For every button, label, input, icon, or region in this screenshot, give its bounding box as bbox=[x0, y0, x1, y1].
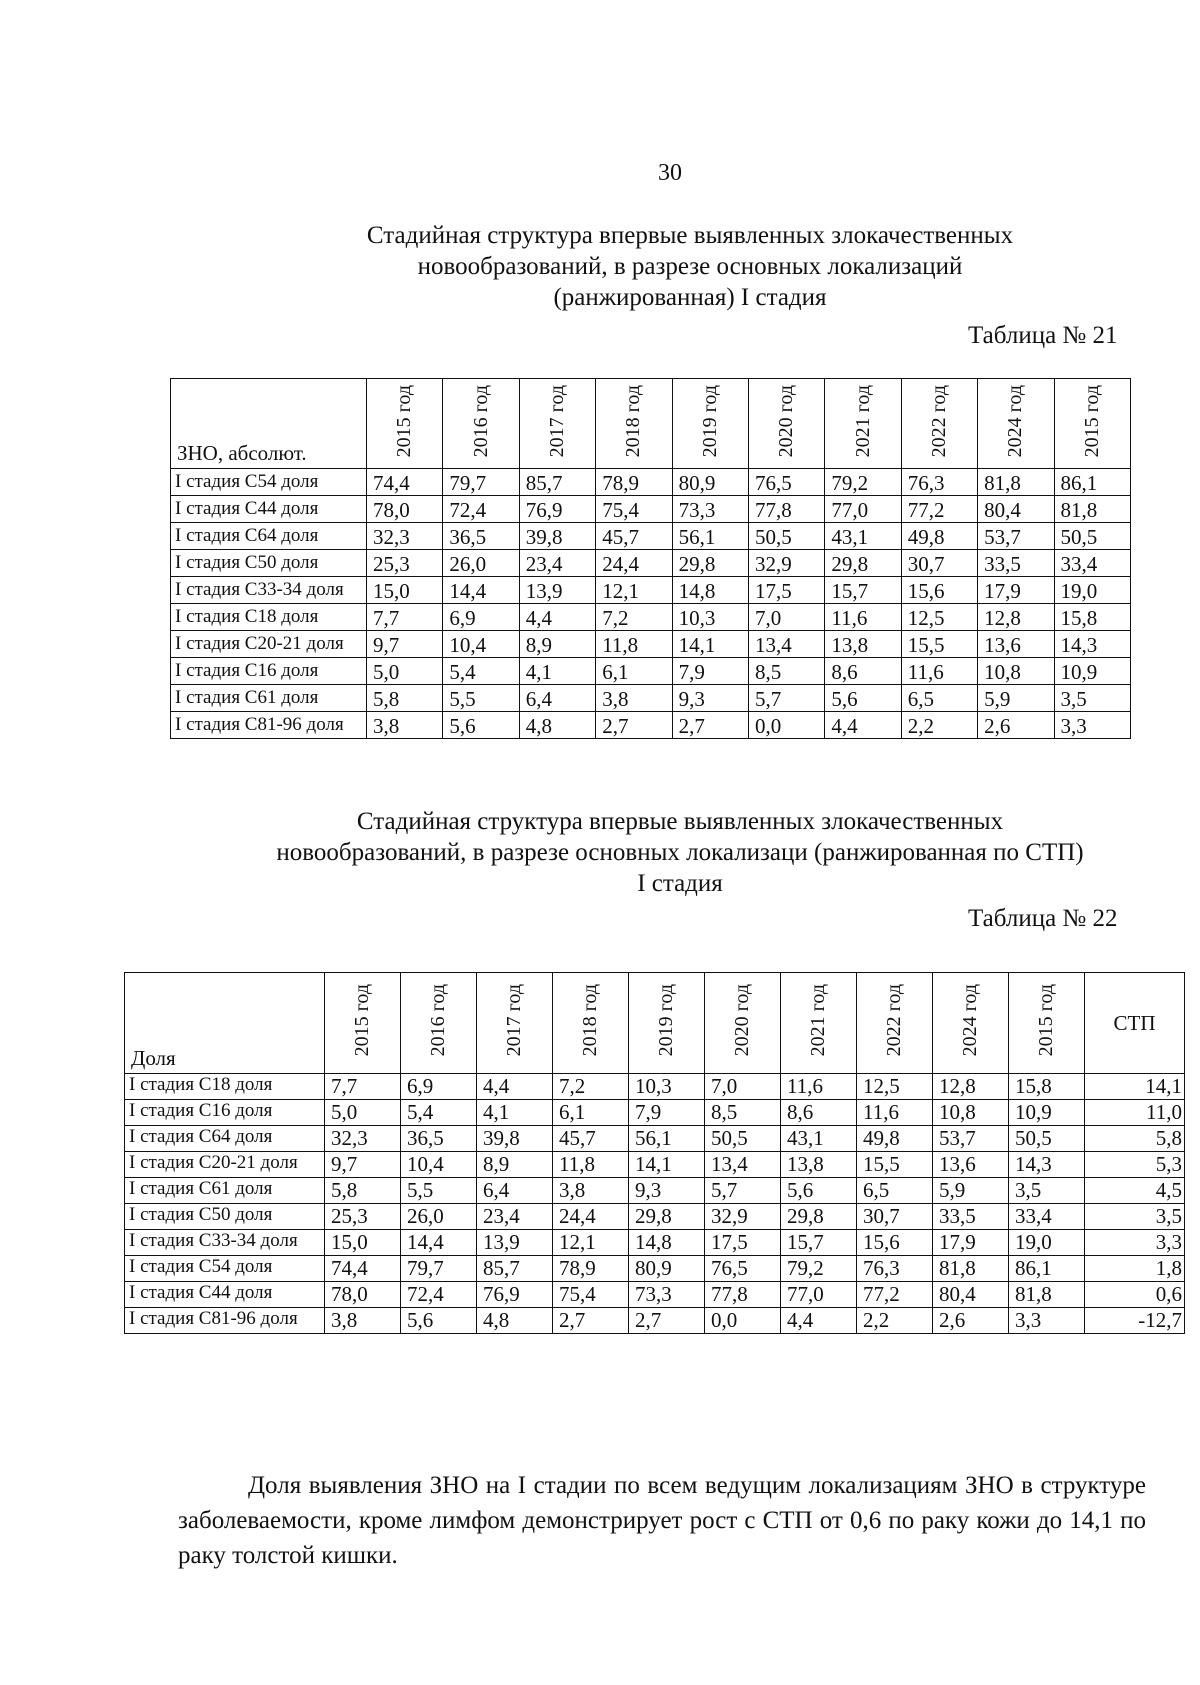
table-cell: 6,4 bbox=[519, 685, 595, 712]
table-cell: 76,5 bbox=[705, 1256, 781, 1282]
table-cell: 13,4 bbox=[748, 631, 824, 658]
table-cell: 5,6 bbox=[443, 712, 519, 739]
table-cell: 15,0 bbox=[367, 577, 443, 604]
table-cell: 10,8 bbox=[978, 658, 1054, 685]
table-cell: 33,4 bbox=[1009, 1204, 1085, 1230]
table22-title-line: I стадия bbox=[637, 870, 723, 897]
table-row bbox=[171, 685, 1131, 712]
row-label: I стадия С50 доля bbox=[125, 1204, 325, 1230]
table-cell: 19,0 bbox=[1009, 1230, 1085, 1256]
table-cell: 14,3 bbox=[1054, 631, 1130, 658]
table-row bbox=[171, 496, 1131, 523]
table-row bbox=[171, 658, 1131, 685]
table21-year-header: 2015 год bbox=[367, 379, 443, 469]
table-cell: 72,4 bbox=[401, 1282, 477, 1308]
table-cell: 49,8 bbox=[857, 1126, 933, 1152]
table-row bbox=[125, 1178, 1185, 1204]
table-cell: 15,7 bbox=[825, 577, 901, 604]
table22-year-header: 2021 год bbox=[781, 973, 857, 1074]
table21-year-header: 2016 год bbox=[443, 379, 519, 469]
table-cell: 13,9 bbox=[519, 577, 595, 604]
table-cell: 6,5 bbox=[901, 685, 977, 712]
table-cell: 76,3 bbox=[857, 1256, 933, 1282]
table-cell: 85,7 bbox=[477, 1256, 553, 1282]
table21-title bbox=[330, 220, 1050, 313]
table-cell: 50,5 bbox=[1009, 1126, 1085, 1152]
table-cell: 24,4 bbox=[553, 1204, 629, 1230]
table-cell: 5,5 bbox=[443, 685, 519, 712]
table-cell: 9,7 bbox=[325, 1152, 401, 1178]
table21-title-line: Стадийная структура впервые выявленных злокачественных bbox=[366, 222, 1014, 249]
table-cell: 15,6 bbox=[857, 1230, 933, 1256]
row-label: I стадия С54 доля bbox=[125, 1256, 325, 1282]
table-cell: 12,5 bbox=[901, 604, 977, 631]
row-label: I стадия С61 доля bbox=[171, 685, 367, 712]
table-cell: 74,4 bbox=[325, 1256, 401, 1282]
stp-cell: 3,3 bbox=[1085, 1230, 1185, 1256]
row-label: I стадия С20-21 доля bbox=[171, 631, 367, 658]
table-cell: 39,8 bbox=[477, 1126, 553, 1152]
table-cell: 36,5 bbox=[443, 523, 519, 550]
table-cell: 33,5 bbox=[978, 550, 1054, 577]
table-cell: 0,0 bbox=[748, 712, 824, 739]
table-cell: 2,7 bbox=[596, 712, 672, 739]
table-cell: 5,8 bbox=[325, 1178, 401, 1204]
stp-cell: 4,5 bbox=[1085, 1178, 1185, 1204]
table-cell: 3,8 bbox=[553, 1178, 629, 1204]
table-cell: 12,1 bbox=[596, 577, 672, 604]
table21-year-header: 2022 год bbox=[901, 379, 977, 469]
table-cell: 78,9 bbox=[596, 469, 672, 496]
table-cell: 79,7 bbox=[401, 1256, 477, 1282]
table-cell: 43,1 bbox=[781, 1126, 857, 1152]
stp-cell: -12,7 bbox=[1085, 1308, 1185, 1334]
summary-paragraph bbox=[178, 1468, 1146, 1573]
table-cell: 50,5 bbox=[1054, 523, 1130, 550]
table21-year-header: 2019 год bbox=[672, 379, 748, 469]
table-cell: 11,6 bbox=[857, 1100, 933, 1126]
table-cell: 12,5 bbox=[857, 1074, 933, 1100]
row-label: I стадия С18 доля bbox=[171, 604, 367, 631]
table-cell: 36,5 bbox=[401, 1126, 477, 1152]
table-cell: 32,3 bbox=[325, 1126, 401, 1152]
table-cell: 49,8 bbox=[901, 523, 977, 550]
table-cell: 81,8 bbox=[978, 469, 1054, 496]
table-cell: 85,7 bbox=[519, 469, 595, 496]
table-cell: 17,9 bbox=[978, 577, 1054, 604]
table-cell: 5,0 bbox=[367, 658, 443, 685]
table-cell: 0,0 bbox=[705, 1308, 781, 1334]
row-label: I стадия С33-34 доля bbox=[125, 1230, 325, 1256]
table22-year-header: 2015 год bbox=[1009, 973, 1085, 1074]
table-cell: 4,4 bbox=[477, 1074, 553, 1100]
table-cell: 4,1 bbox=[477, 1100, 553, 1126]
table-cell: 5,0 bbox=[325, 1100, 401, 1126]
row-label: I стадия С44 доля bbox=[125, 1282, 325, 1308]
table-cell: 14,8 bbox=[672, 577, 748, 604]
table-cell: 7,7 bbox=[367, 604, 443, 631]
table22-number: Таблица № 22 bbox=[968, 905, 1118, 932]
row-label: I стадия С20-21 доля bbox=[125, 1152, 325, 1178]
table-cell: 6,4 bbox=[477, 1178, 553, 1204]
table22-title-line: новообразований, в разрезе основных локализаци (ранжированная по СТП) bbox=[276, 839, 1084, 866]
stp-cell: 5,8 bbox=[1085, 1126, 1185, 1152]
table-cell: 3,3 bbox=[1054, 712, 1130, 739]
table21-year-header: 2021 год bbox=[825, 379, 901, 469]
table-cell: 3,8 bbox=[367, 712, 443, 739]
row-label: I стадия С18 доля bbox=[125, 1074, 325, 1100]
table-cell: 13,6 bbox=[933, 1152, 1009, 1178]
table-cell: 15,7 bbox=[781, 1230, 857, 1256]
table-cell: 14,4 bbox=[443, 577, 519, 604]
table21-year-header: 2024 год bbox=[978, 379, 1054, 469]
table21-year-header: 2018 год bbox=[596, 379, 672, 469]
row-label: I стадия С16 доля bbox=[171, 658, 367, 685]
table-cell: 7,9 bbox=[629, 1100, 705, 1126]
table-cell: 77,8 bbox=[748, 496, 824, 523]
row-label: I стадия С64 доля bbox=[125, 1126, 325, 1152]
table-cell: 72,4 bbox=[443, 496, 519, 523]
table-cell: 8,6 bbox=[781, 1100, 857, 1126]
table21-corner-header: ЗНО, абсолют. bbox=[171, 379, 367, 469]
table-cell: 76,3 bbox=[901, 469, 977, 496]
table-cell: 4,4 bbox=[825, 712, 901, 739]
table-cell: 3,3 bbox=[1009, 1308, 1085, 1334]
table-cell: 11,6 bbox=[901, 658, 977, 685]
table22-stp-header: СТП bbox=[1085, 973, 1185, 1074]
table-cell: 10,3 bbox=[629, 1074, 705, 1100]
table-cell: 79,7 bbox=[443, 469, 519, 496]
table22-year-header: 2016 год bbox=[401, 973, 477, 1074]
table-cell: 10,9 bbox=[1009, 1100, 1085, 1126]
table-cell: 75,4 bbox=[553, 1282, 629, 1308]
table-cell: 5,6 bbox=[781, 1178, 857, 1204]
table-cell: 53,7 bbox=[933, 1126, 1009, 1152]
table-cell: 29,8 bbox=[781, 1204, 857, 1230]
stp-cell: 11,0 bbox=[1085, 1100, 1185, 1126]
table-row bbox=[125, 1126, 1185, 1152]
table-cell: 19,0 bbox=[1054, 577, 1130, 604]
table-cell: 5,9 bbox=[933, 1178, 1009, 1204]
stp-cell: 1,8 bbox=[1085, 1256, 1185, 1282]
table-cell: 78,9 bbox=[553, 1256, 629, 1282]
table-cell: 7,0 bbox=[705, 1074, 781, 1100]
table-row bbox=[125, 1230, 1185, 1256]
table-cell: 7,7 bbox=[325, 1074, 401, 1100]
table-cell: 4,8 bbox=[477, 1308, 553, 1334]
table-row bbox=[171, 631, 1131, 658]
row-label: I стадия С44 доля bbox=[171, 496, 367, 523]
table-cell: 5,9 bbox=[978, 685, 1054, 712]
row-label: I стадия С16 доля bbox=[125, 1100, 325, 1126]
table-cell: 10,9 bbox=[1054, 658, 1130, 685]
table-cell: 5,5 bbox=[401, 1178, 477, 1204]
table-cell: 45,7 bbox=[553, 1126, 629, 1152]
table-cell: 2,6 bbox=[933, 1308, 1009, 1334]
row-label: I стадия С50 доля bbox=[171, 550, 367, 577]
table-cell: 80,9 bbox=[629, 1256, 705, 1282]
table22-year-header: 2015 год bbox=[325, 973, 401, 1074]
table-cell: 32,9 bbox=[748, 550, 824, 577]
table21-year-header: 2017 год bbox=[519, 379, 595, 469]
table21-title-line: (ранжированная) I стадия bbox=[553, 284, 827, 311]
table-cell: 39,8 bbox=[519, 523, 595, 550]
table-cell: 4,8 bbox=[519, 712, 595, 739]
table-cell: 10,8 bbox=[933, 1100, 1009, 1126]
table-row bbox=[125, 1282, 1185, 1308]
table21-header-row bbox=[171, 379, 1131, 469]
table-cell: 17,5 bbox=[748, 577, 824, 604]
table-cell: 29,8 bbox=[672, 550, 748, 577]
table-cell: 7,2 bbox=[553, 1074, 629, 1100]
table-cell: 6,9 bbox=[443, 604, 519, 631]
stp-cell: 0,6 bbox=[1085, 1282, 1185, 1308]
table21 bbox=[170, 378, 1131, 739]
table22-header-row bbox=[125, 973, 1185, 1074]
table-cell: 43,1 bbox=[825, 523, 901, 550]
table-cell: 13,8 bbox=[781, 1152, 857, 1178]
table-cell: 2,2 bbox=[901, 712, 977, 739]
row-label: I стадия С64 доля bbox=[171, 523, 367, 550]
table22-year-header: 2019 год bbox=[629, 973, 705, 1074]
table-cell: 50,5 bbox=[705, 1126, 781, 1152]
table-cell: 25,3 bbox=[325, 1204, 401, 1230]
table-cell: 30,7 bbox=[901, 550, 977, 577]
table-cell: 7,9 bbox=[672, 658, 748, 685]
table-cell: 50,5 bbox=[748, 523, 824, 550]
row-label: I стадия С81-96 доля bbox=[171, 712, 367, 739]
table-cell: 15,8 bbox=[1054, 604, 1130, 631]
table-cell: 5,4 bbox=[443, 658, 519, 685]
stp-cell: 3,5 bbox=[1085, 1204, 1185, 1230]
table-cell: 13,8 bbox=[825, 631, 901, 658]
table-cell: 13,4 bbox=[705, 1152, 781, 1178]
table-row bbox=[171, 604, 1131, 631]
table-cell: 8,5 bbox=[748, 658, 824, 685]
table-cell: 45,7 bbox=[596, 523, 672, 550]
table-cell: 4,1 bbox=[519, 658, 595, 685]
table-cell: 76,9 bbox=[477, 1282, 553, 1308]
table-cell: 86,1 bbox=[1054, 469, 1130, 496]
table-cell: 56,1 bbox=[672, 523, 748, 550]
table22-year-header: 2022 год bbox=[857, 973, 933, 1074]
table-cell: 26,0 bbox=[443, 550, 519, 577]
table-cell: 14,1 bbox=[629, 1152, 705, 1178]
table21-year-header: 2015 год bbox=[1054, 379, 1130, 469]
table-row bbox=[171, 469, 1131, 496]
table-cell: 79,2 bbox=[825, 469, 901, 496]
table-cell: 2,6 bbox=[978, 712, 1054, 739]
table-cell: 81,8 bbox=[1054, 496, 1130, 523]
table-row bbox=[125, 1074, 1185, 1100]
table-cell: 15,5 bbox=[857, 1152, 933, 1178]
table-cell: 10,4 bbox=[401, 1152, 477, 1178]
table-cell: 5,7 bbox=[705, 1178, 781, 1204]
table-cell: 4,4 bbox=[519, 604, 595, 631]
page-number: 30 bbox=[658, 160, 682, 186]
table-cell: 15,8 bbox=[1009, 1074, 1085, 1100]
table22-year-header: 2020 год bbox=[705, 973, 781, 1074]
table-cell: 81,8 bbox=[1009, 1282, 1085, 1308]
table-row bbox=[171, 523, 1131, 550]
table-cell: 2,7 bbox=[672, 712, 748, 739]
row-label: I стадия С61 доля bbox=[125, 1178, 325, 1204]
row-label: I стадия С33-34 доля bbox=[171, 577, 367, 604]
table-cell: 56,1 bbox=[629, 1126, 705, 1152]
table-cell: 17,9 bbox=[933, 1230, 1009, 1256]
table-cell: 76,5 bbox=[748, 469, 824, 496]
table-cell: 11,6 bbox=[781, 1074, 857, 1100]
table-cell: 14,1 bbox=[672, 631, 748, 658]
table-cell: 77,2 bbox=[901, 496, 977, 523]
table-cell: 29,8 bbox=[629, 1204, 705, 1230]
table-row bbox=[171, 577, 1131, 604]
table-cell: 77,8 bbox=[705, 1282, 781, 1308]
row-label: I стадия С81-96 доля bbox=[125, 1308, 325, 1334]
table-cell: 73,3 bbox=[629, 1282, 705, 1308]
table21-title-line: новообразований, в разрезе основных локализаций bbox=[417, 253, 963, 280]
table-cell: 74,4 bbox=[367, 469, 443, 496]
table-cell: 80,9 bbox=[672, 469, 748, 496]
table-cell: 11,6 bbox=[825, 604, 901, 631]
stp-cell: 14,1 bbox=[1085, 1074, 1185, 1100]
table-cell: 79,2 bbox=[781, 1256, 857, 1282]
table22-corner-header: Доля bbox=[125, 973, 325, 1074]
table-cell: 23,4 bbox=[519, 550, 595, 577]
table-row bbox=[171, 712, 1131, 739]
table-cell: 14,3 bbox=[1009, 1152, 1085, 1178]
stp-cell: 5,3 bbox=[1085, 1152, 1185, 1178]
table-cell: 5,8 bbox=[367, 685, 443, 712]
table-cell: 10,4 bbox=[443, 631, 519, 658]
table-cell: 6,1 bbox=[596, 658, 672, 685]
table22-title bbox=[230, 806, 1130, 899]
table-cell: 29,8 bbox=[825, 550, 901, 577]
table-row bbox=[171, 550, 1131, 577]
table-cell: 6,5 bbox=[857, 1178, 933, 1204]
table21-number: Таблица № 21 bbox=[968, 322, 1118, 349]
table-cell: 17,5 bbox=[705, 1230, 781, 1256]
table-cell: 15,0 bbox=[325, 1230, 401, 1256]
table-row bbox=[125, 1308, 1185, 1334]
table-cell: 5,4 bbox=[401, 1100, 477, 1126]
table-cell: 9,7 bbox=[367, 631, 443, 658]
table-cell: 77,0 bbox=[825, 496, 901, 523]
table21-year-header: 2020 год bbox=[748, 379, 824, 469]
table-cell: 6,9 bbox=[401, 1074, 477, 1100]
table-cell: 12,8 bbox=[933, 1074, 1009, 1100]
table-cell: 77,0 bbox=[781, 1282, 857, 1308]
table-row bbox=[125, 1204, 1185, 1230]
table-cell: 78,0 bbox=[367, 496, 443, 523]
table-cell: 11,8 bbox=[596, 631, 672, 658]
table22-title-line: Стадийная структура впервые выявленных злокачественных bbox=[356, 808, 1004, 835]
table-cell: 75,4 bbox=[596, 496, 672, 523]
table-cell: 78,0 bbox=[325, 1282, 401, 1308]
table-cell: 80,4 bbox=[978, 496, 1054, 523]
table22 bbox=[124, 972, 1185, 1334]
table-cell: 9,3 bbox=[629, 1178, 705, 1204]
table-cell: 7,2 bbox=[596, 604, 672, 631]
table-cell: 32,3 bbox=[367, 523, 443, 550]
table-cell: 12,8 bbox=[978, 604, 1054, 631]
table-cell: 15,6 bbox=[901, 577, 977, 604]
table-cell: 5,7 bbox=[748, 685, 824, 712]
table-cell: 2,7 bbox=[553, 1308, 629, 1334]
row-label: I стадия С54 доля bbox=[171, 469, 367, 496]
table-row bbox=[125, 1256, 1185, 1282]
table-cell: 15,5 bbox=[901, 631, 977, 658]
table-cell: 30,7 bbox=[857, 1204, 933, 1230]
table-cell: 2,7 bbox=[629, 1308, 705, 1334]
table-cell: 7,0 bbox=[748, 604, 824, 631]
table22-year-header: 2018 год bbox=[553, 973, 629, 1074]
table-cell: 11,8 bbox=[553, 1152, 629, 1178]
table-cell: 33,4 bbox=[1054, 550, 1130, 577]
table-cell: 81,8 bbox=[933, 1256, 1009, 1282]
table-cell: 10,3 bbox=[672, 604, 748, 631]
table-cell: 6,1 bbox=[553, 1100, 629, 1126]
table-row bbox=[125, 1100, 1185, 1126]
table-cell: 25,3 bbox=[367, 550, 443, 577]
table-cell: 32,9 bbox=[705, 1204, 781, 1230]
table-cell: 77,2 bbox=[857, 1282, 933, 1308]
table-cell: 5,6 bbox=[401, 1308, 477, 1334]
table-row bbox=[125, 1152, 1185, 1178]
table-cell: 14,8 bbox=[629, 1230, 705, 1256]
table-cell: 2,2 bbox=[857, 1308, 933, 1334]
table-cell: 13,9 bbox=[477, 1230, 553, 1256]
table-cell: 26,0 bbox=[401, 1204, 477, 1230]
table-cell: 3,8 bbox=[325, 1308, 401, 1334]
table-cell: 9,3 bbox=[672, 685, 748, 712]
table-cell: 8,6 bbox=[825, 658, 901, 685]
table-cell: 14,4 bbox=[401, 1230, 477, 1256]
table22-year-header: 2024 год bbox=[933, 973, 1009, 1074]
table-cell: 33,5 bbox=[933, 1204, 1009, 1230]
table-cell: 8,9 bbox=[519, 631, 595, 658]
table-cell: 23,4 bbox=[477, 1204, 553, 1230]
table-cell: 8,5 bbox=[705, 1100, 781, 1126]
table-cell: 12,1 bbox=[553, 1230, 629, 1256]
table-cell: 86,1 bbox=[1009, 1256, 1085, 1282]
table-cell: 24,4 bbox=[596, 550, 672, 577]
table-cell: 3,5 bbox=[1054, 685, 1130, 712]
table-cell: 80,4 bbox=[933, 1282, 1009, 1308]
summary-text: Доля выявления ЗНО на I стадии по всем ведущим локализациям ЗНО в структуре заболеваемости, кроме лимфом демонстрирует рост с СТП от 0,6 по раку кожи до 14,1 по раку толстой кишки. bbox=[178, 1472, 1146, 1569]
table-cell: 3,5 bbox=[1009, 1178, 1085, 1204]
table-cell: 4,4 bbox=[781, 1308, 857, 1334]
table-cell: 53,7 bbox=[978, 523, 1054, 550]
table-cell: 13,6 bbox=[978, 631, 1054, 658]
table22-year-header: 2017 год bbox=[477, 973, 553, 1074]
table-cell: 8,9 bbox=[477, 1152, 553, 1178]
table-cell: 5,6 bbox=[825, 685, 901, 712]
table-cell: 3,8 bbox=[596, 685, 672, 712]
table-cell: 76,9 bbox=[519, 496, 595, 523]
table-cell: 73,3 bbox=[672, 496, 748, 523]
